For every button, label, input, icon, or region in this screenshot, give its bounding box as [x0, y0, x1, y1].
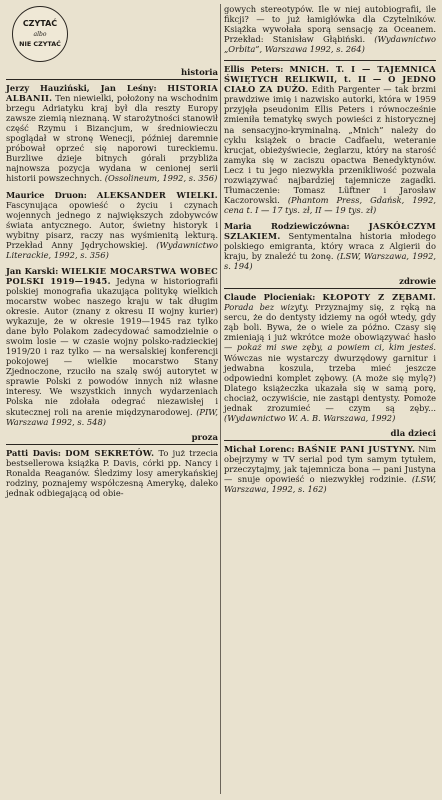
review-entry [224, 444, 436, 494]
review-body: To już trzecia bestsellerowa książka P. Davis, córki pp. Nancy i Ronalda Reaganów. Śledzimy losy amerykańskiej rodziny, poznajemy współczesną Amerykę, daleko jednak odbiegającą od obie- [6, 447, 219, 498]
review-body: Nim obejrzymy w TV serial pod tym samym tytułem, przeczytajmy, jak tajemnicza bona — pani Justyna — snuje opowieść o niezwykłej rodzinie. [224, 443, 437, 485]
book-title: DOM SEKRETÓW. [65, 447, 155, 458]
author: Claude Plocieniak: [224, 292, 316, 303]
right-column [224, 4, 436, 500]
review-entry [6, 190, 218, 260]
review-entry [224, 292, 436, 423]
review-body: Sentymentalna historia młodego polskiego emigranta, który wraca z Algierii do kraju, by znaleźć tu żonę. [224, 230, 436, 262]
review-body: gowych stereotypów. Ile w niej autobiografii, ile fikcji? — to już łamigłówka dla Czytelników. Książka wywołała sporą sensację za Oceanem. Przekład: Stanisław Głąbiński. [224, 4, 436, 45]
author: Patti Davis: [6, 447, 61, 458]
review-entry [224, 221, 436, 271]
review-body: Przyznajmy się, z ręką na sercu, że do dentysty idziemy na ogół wtedy, gdy ząb boli. Bywa, że o wiele za późno. Czasy się zmieniają i już wkrótce może obowiązywać hasło — [224, 302, 436, 353]
author: Michał Lorenc: [224, 443, 295, 454]
section-label-zdrowie: zdrowie [224, 277, 436, 289]
subtitle: Porada bez wizyty. [224, 302, 309, 313]
author: Jerzy Hauziński, Jan Leśny: [6, 83, 157, 94]
review-body: Edith Pargenter — tak brzmi prawdziwe imię i nazwisko autorki, która w 1959 przyjęła pseudonim Ellis Peters i równocześnie zmieniła tematykę swych powieści z historycznej na sensacyjno-kryminalną. „Mnich” należy do cyklu książek o bracie Cadfaelu, weteranie krucjat, obieżyświecie, żeglarzu, który na starość zamyka się w zaciszu opactwa Benedyktynów. Lecz i tu jego niezwykła przenikliwość pozwala rozwiązywać najbardziej tajemnicze zagadki. Tłumaczenie: Tomasz Lüftner i Jarosław Kaczorowski. [224, 84, 436, 205]
review-entry [6, 266, 218, 427]
book-title: HISTORIA ALBANII. [6, 83, 218, 104]
quote: pokaż mi swe zęby, a powiem ci, kim jesteś. [232, 342, 436, 353]
publisher-info: (Wydawnictwo „Orbita”, Warszawa 1992, s. 264) [224, 34, 437, 55]
review-body: Ten niewielki, położony na wschodnim brzegu Adriatyku kraj był dla reszty Europy zawsze ziemią nieznaną. W starożytności stanowił część Rzymu i Bizancjum, w średniowieczu spoglądał w stronę Wenecji, później daremnie próbował oprzeć się naporowi tureckiemu. Burzliwe dzieje bitnych górali przybliża najnowsza pozycja wydana w cenionej serii historii powszechnych. [6, 93, 218, 184]
czytac-logo [12, 6, 68, 62]
review-body: Jedyna w historiografii polskiej monografia ukazująca politykę wielkich mocarstw wobec naszego kraju w tak długim okresie. Autor (znany z okresu II wojny kurier) wykazuje, że w okresie 1919—1945 raz tylko dane było Polakom zadecydować samodzielnie o swoim losie — w czasie wojny polsko-radzieckiej 1919/20 i raz tylko — na wersalskiej konferencji pokojowej — wielkie mocarstwo Stany Zjednoczone, rzuciło na szalę swój autorytet w sprawie Polski z powodów innych niż własne interesy. We wszystkich innych wydarzeniach Polska nie zdołała odegrać niezawisłej i skutecznej roli na arenie międzynarodowej. [6, 275, 218, 417]
book-title: WIELKIE MOCARSTWA WOBEC POLSKI 1919—1945. [6, 265, 218, 286]
logo-line-1: CZYTAĆ [22, 19, 58, 28]
left-column [6, 4, 218, 504]
review-entry [224, 64, 436, 215]
section-label-dla-dzieci: dla dzieci [224, 429, 436, 441]
book-title: BAŚNIE PANI JUSTYNY. [297, 443, 416, 454]
rule [224, 60, 436, 61]
book-title: JASKÓŁCZYM SZLAKIEM. [224, 220, 436, 241]
publisher-info: (PIW, Warszawa 1992, s. 548) [6, 406, 219, 427]
author: Jan Karski: [6, 265, 59, 276]
publisher-info: (LSW, Warszawa, 1992, s. 162) [224, 474, 436, 495]
logo-icon [15, 9, 65, 59]
book-title: KŁOPOTY Z ZĘBAMI. [322, 292, 436, 303]
publisher-info: (Phantom Press, Gdańsk, 1992, cena t. I — 17 tys. zł, II — 19 tys. zł) [224, 194, 436, 215]
book-title: MNICH. T. I — TAJEMNICA ŚWIĘTYCH RELIKWII, t. II — O JEDNO CIAŁO ZA DUŻO. [224, 64, 437, 95]
review-continuation [224, 4, 436, 54]
book-title: ALEKSANDER WIELKI. [96, 189, 218, 200]
review-body: Wówczas nie wystarczy dwurzędowy garnitur i jedwabna koszula, trzeba mieć jeszcze odpowiedni komplet zębowy. (A może się mylę?) Dlatego książeczka ukazała się w samą porę, chociaż, oczywiście, nie zastąpi dentysty. Pomoże jednak zrozumieć — czym są zęby... [224, 352, 436, 413]
author: Maria Rodziewiczówna: [224, 220, 350, 231]
section-label-historia: historia [6, 68, 218, 80]
review-entry [6, 448, 218, 498]
publisher-info: (Wydawnictwo Literackie, 1992, s. 356) [6, 239, 218, 260]
author: Maurice Druon: [6, 189, 87, 200]
publisher-info: (Wydawnictwo W. A. B. Warszawa, 1992) [224, 412, 396, 423]
author: Ellis Peters: [224, 64, 284, 75]
publisher-info: (Ossolineum, 1992, s. 356) [102, 173, 218, 184]
review-entry [6, 83, 218, 183]
logo-line-3: NIE CZYTAĆ [19, 40, 61, 48]
section-label-proza: proza [6, 433, 218, 445]
logo-line-2: albo [33, 31, 47, 38]
review-body: Fascynująca opowieść o życiu i czynach wojennych jednego z największych zdobywców świata antycznego. Autor, świetny historyk i wybitny pisarz, raczy nas wyśmienitą lekturą. Przekład Anny Jędrychowskiej. [6, 199, 218, 250]
publisher-info: (LSW, Warszawa, 1992, s. 194) [224, 251, 436, 272]
column-divider [220, 4, 221, 794]
